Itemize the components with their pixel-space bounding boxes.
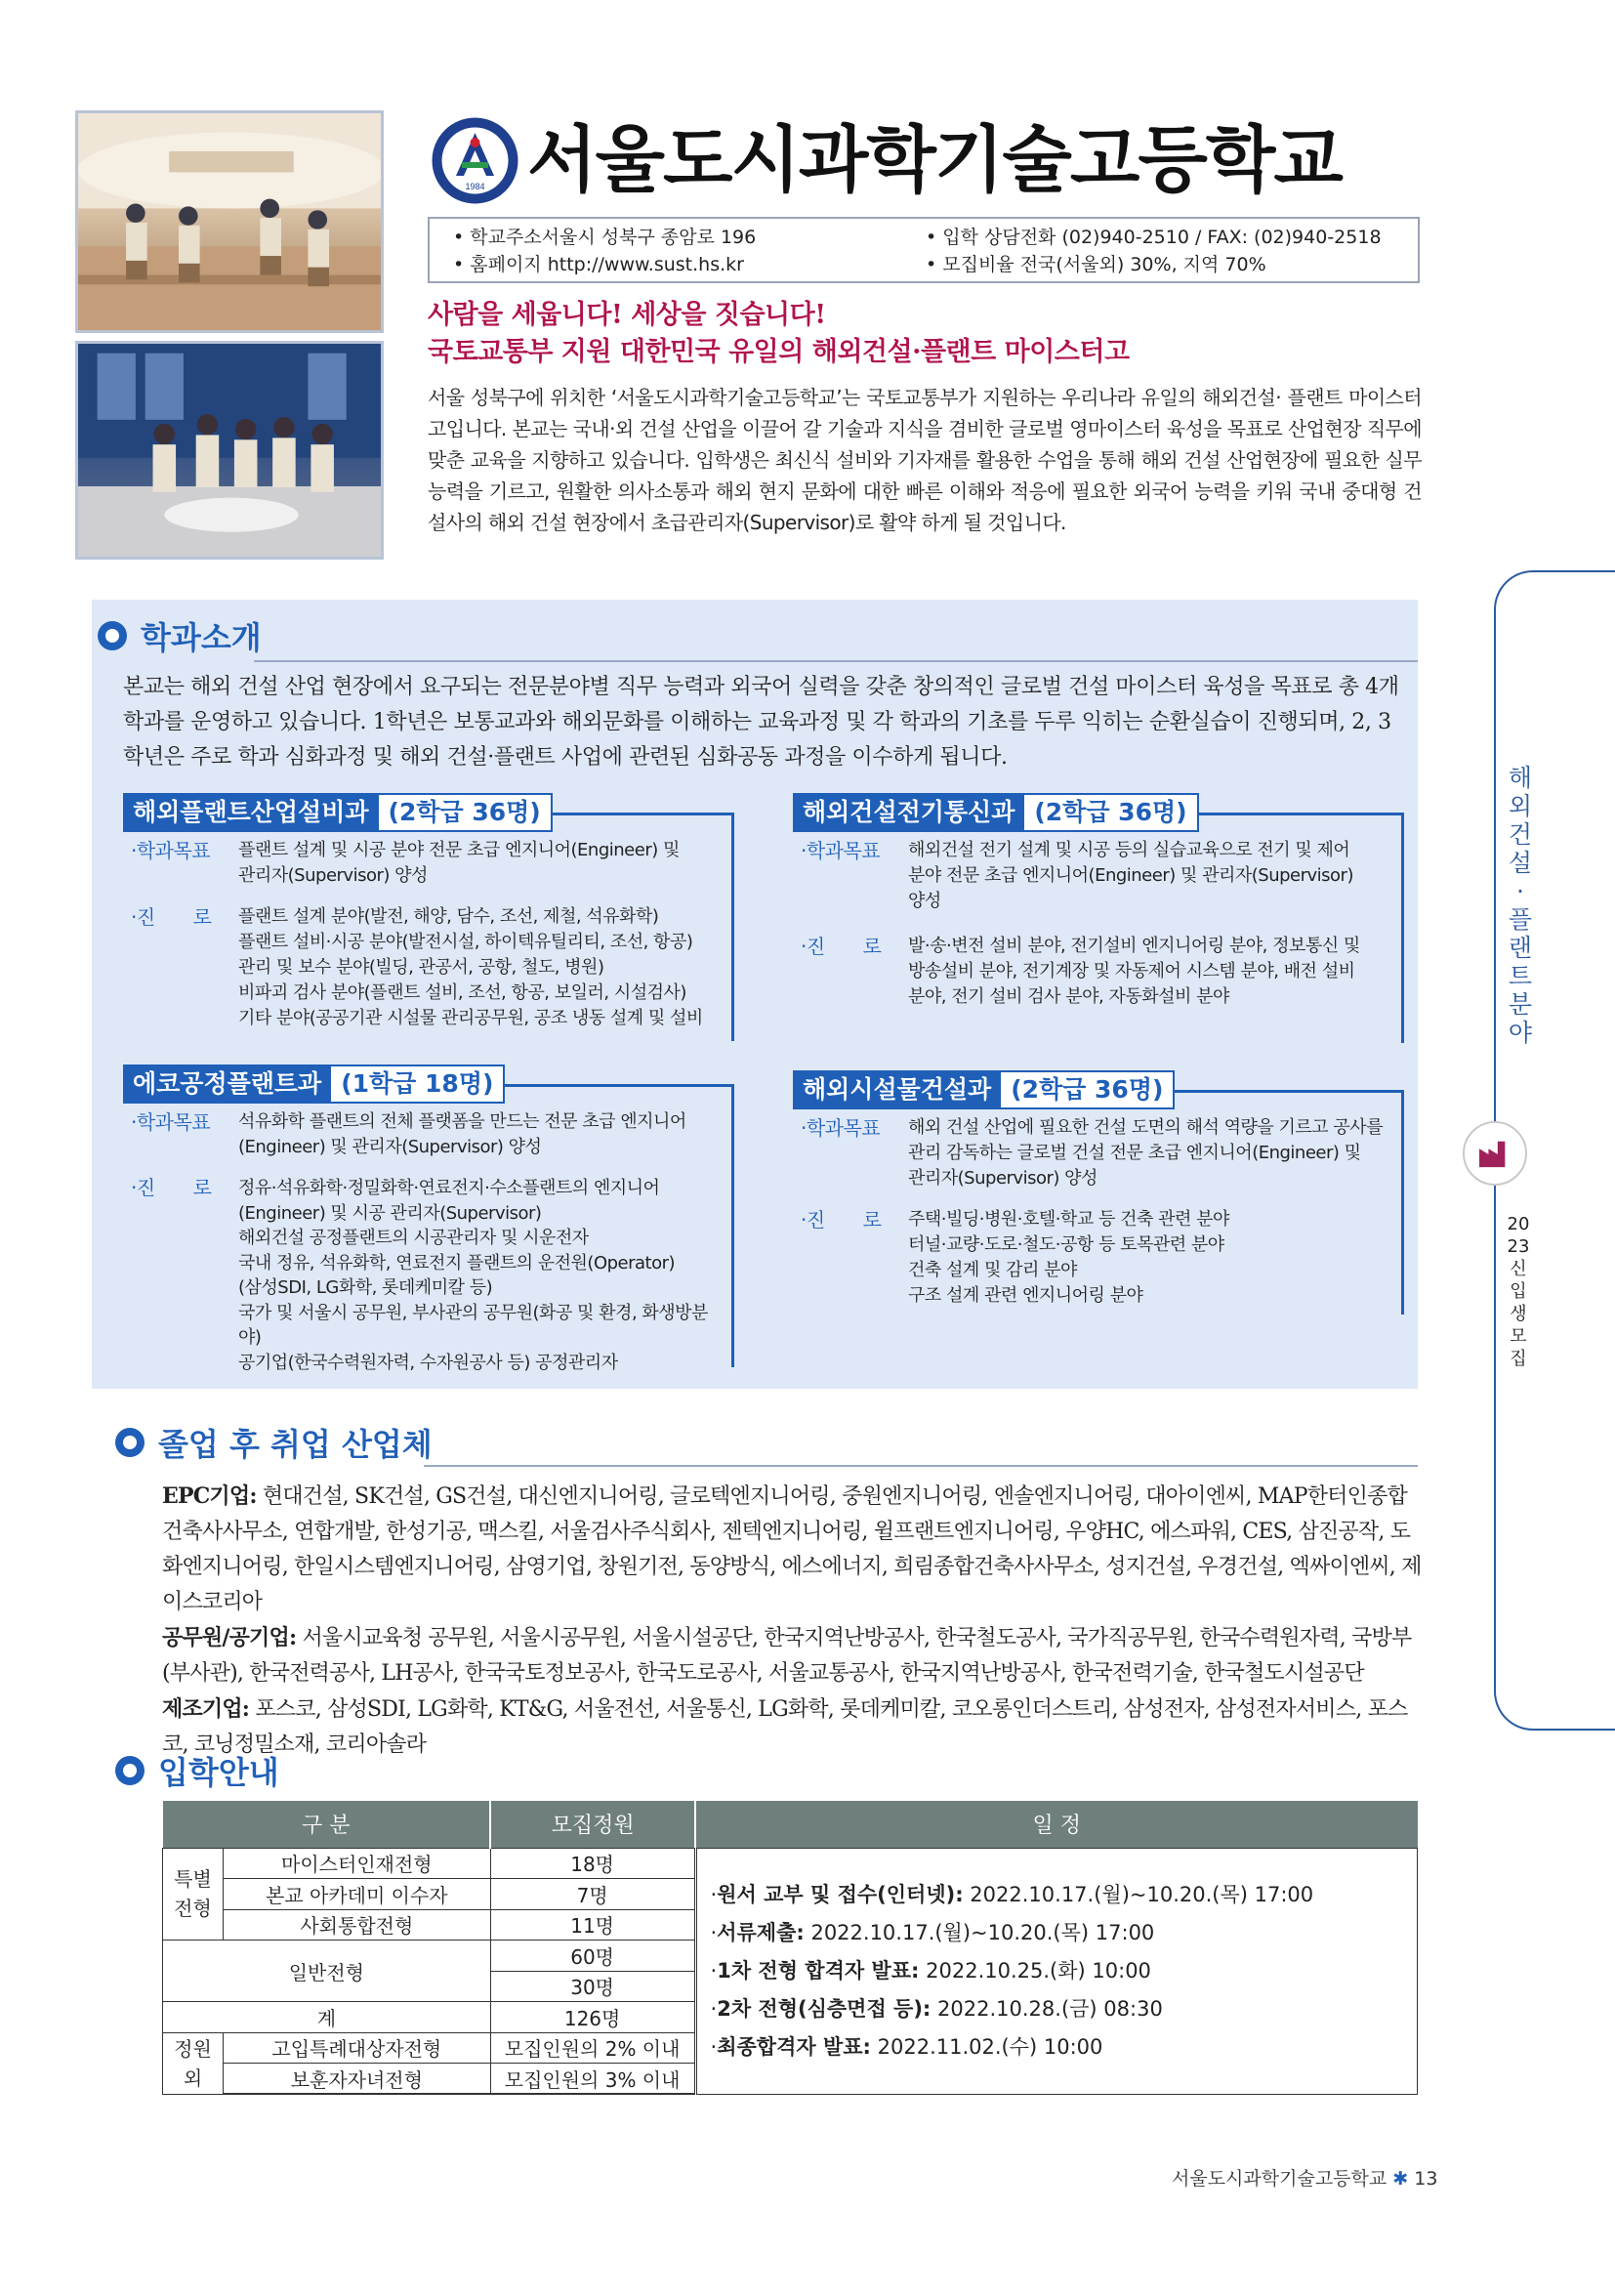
dept-path-label: ·진 로 bbox=[131, 1176, 212, 1199]
dept-path-line: 구조 설계 관련 엔지니어링 분야 bbox=[908, 1285, 1143, 1306]
footer-school: 서울도시과학기술고등학교 bbox=[1172, 2168, 1387, 2190]
school-homepage: • 홈페이지 http://www.sust.hs.kr bbox=[453, 251, 756, 278]
general-count: 30명 bbox=[490, 1971, 695, 2002]
row-count: 7명 bbox=[490, 1879, 695, 1910]
employment-heading bbox=[115, 1420, 433, 1465]
departments-heading bbox=[98, 613, 262, 658]
employment-public bbox=[162, 1620, 1422, 1691]
dept-path-line: 건축 설계 및 감리 분야 bbox=[908, 1260, 1077, 1280]
dept-path-line: 국내 정유, 석유화학, 연료전지 플랜트의 운전원(Operator) bbox=[238, 1252, 676, 1273]
school-intro: 서울 성북구에 위치한 ‘서울도시과학기술고등학교’는 국토교통부가 지원하는 우리나라 유일의 해외건설· 플랜트 마이스터고입니다. 본교는 국내·외 건설 산업을 이끌어 갈 기술과 지식을 겸비한 글로벌 영마이스터 육성을 목표로 산업현장 직무에 맞춘 교육을 지향하고 있습니다. 입학생은 최신식 설비와 기자재를 활용한 수업을 통해 해외 건설 산업현장에 필요한 실무 능력을 기르고, 원활한 의사소통과 해외 현지 문화에 대한 빠른 이해와 적응에 필요한 외국어 능력을 키워 국내 중대형 건설사의 해외 건설 현장에서 초급관리자(Supervisor)로 활약 하게 될 것입니다. bbox=[428, 386, 1422, 534]
dept-plant-facility bbox=[123, 793, 734, 1041]
dept-header bbox=[123, 793, 553, 832]
dept-path-label: ·진 로 bbox=[131, 905, 212, 929]
extra-label: 정원 외 bbox=[163, 2032, 224, 2094]
special-label: 특별 전형 bbox=[163, 1848, 224, 1941]
row-name: 사회통합전형 bbox=[223, 1909, 490, 1941]
side-recruit-label: 2023 신입생 모집 bbox=[1507, 1214, 1530, 1369]
row-count: 모집인원의 2% 이내 bbox=[490, 2032, 695, 2064]
row-name: 보훈자자녀전형 bbox=[223, 2064, 490, 2095]
dept-goal-line: 해외 건설 산업에 필요한 건설 도면의 해석 역량을 기르고 공사를 bbox=[908, 1117, 1384, 1138]
dept-eco-process-plant bbox=[123, 1065, 734, 1373]
total-name: 계 bbox=[163, 2002, 491, 2033]
slogan-line-1: 사람을 세웁니다! 세상을 짓습니다! bbox=[428, 300, 826, 330]
dept-path-line: 정유·석유화학·정밀화학·연료전지·수소플랜트의 엔지니어 bbox=[238, 1178, 660, 1198]
employment-public-label: 공무원/공기업: bbox=[162, 1625, 297, 1650]
dept-path-line: 플랜트 설계 분야(발전, 해양, 담수, 조선, 제철, 석유화학) bbox=[238, 906, 659, 927]
dept-name: 해외플랜트산업설비과 bbox=[123, 793, 379, 832]
dept-goal-line: 양성 bbox=[908, 891, 941, 911]
recruit-ratio: • 모집비율 전국(서울외) 30%, 지역 70% bbox=[926, 251, 1382, 278]
dept-path-line: 분야, 전기 설비 검사 분야, 자동화설비 분야 bbox=[908, 986, 1229, 1007]
section-bullet-icon bbox=[115, 1756, 145, 1785]
row-count: 모집인원의 3% 이내 bbox=[490, 2064, 695, 2095]
dept-path-line: (삼성SDI, LG화학, 롯데케미칼 등) bbox=[238, 1277, 493, 1298]
dept-name: 해외건설전기통신과 bbox=[793, 793, 1024, 832]
school-emblem-icon bbox=[430, 115, 520, 206]
dept-overseas-facility-construction bbox=[793, 1070, 1404, 1315]
section-bullet-icon bbox=[115, 1428, 145, 1457]
header-category: 구 분 bbox=[163, 1801, 491, 1848]
dept-quota: (1학급 18명) bbox=[331, 1065, 505, 1104]
school-address: • 학교주소서울시 성북구 종암로 196 bbox=[453, 224, 756, 251]
dept-goal-line: 관리자(Supervisor) 양성 bbox=[238, 865, 428, 886]
dept-path-line: 비파괴 검사 분야(플랜트 설비, 조선, 항공, 보일러, 시설검사) bbox=[238, 982, 686, 1003]
students-lobby-photo bbox=[75, 110, 384, 333]
dept-header bbox=[123, 1065, 505, 1104]
admission-title: 입학안내 bbox=[158, 1754, 279, 1791]
table-row bbox=[163, 1848, 1418, 1879]
dept-header bbox=[793, 1070, 1175, 1109]
dept-path-line: 발·송·변전 설비 분야, 전기설비 엔지니어링 분야, 정보통신 및 bbox=[908, 936, 1360, 956]
slogan bbox=[428, 297, 1130, 371]
dept-goal-line: 분야 전문 초급 엔지니어(Engineer) 및 관리자(Supervisor) bbox=[908, 865, 1353, 886]
employment-epc bbox=[162, 1479, 1422, 1620]
dept-path-line: (Engineer) 및 시공 관리자(Supervisor) bbox=[238, 1202, 542, 1224]
dept-goal-line: 해외건설 전기 설계 및 시공 등의 실습교육으로 전기 및 제어 bbox=[908, 840, 1350, 860]
dept-name: 해외시설물건설과 bbox=[793, 1070, 1001, 1109]
header-quota: 모집정원 bbox=[490, 1801, 695, 1848]
dept-path-line: 기타 분야(공공기관 시설물 관리공무원, 공조 냉동 설계 및 설비 bbox=[238, 1008, 703, 1028]
dept-goal-line: (Engineer) 및 관리자(Supervisor) 양성 bbox=[238, 1137, 542, 1157]
dept-goal-label: ·학과목표 bbox=[131, 1110, 211, 1134]
side-category: 해외건설·플랜트 분야 bbox=[1508, 764, 1533, 1047]
dept-header bbox=[793, 793, 1199, 832]
dept-path-line: 방송설비 분야, 전기계장 및 자동제어 시스템 분야, 배전 설비 bbox=[908, 961, 1355, 981]
departments-title: 학과소개 bbox=[141, 619, 262, 656]
dept-goal-label: ·학과목표 bbox=[131, 839, 211, 862]
table-header-row bbox=[163, 1801, 1418, 1848]
employment-epc-text: 현대건설, SK건설, GS건설, 대신엔지니어링, 글로텍엔지니어링, 중원엔지니어링, 엔솔엔지니어링, 대아이엔씨, MAP한터인종합건축사사무소, 연합개발, 한성기공, 맥스킬, 서울검사주식회사, 젠텍엔지니어링, 윌프랜트엔지니어링, 우양HC, 에스파워, CES, 삼진공작, 도화엔지니어링, 한일시스템엔지니어링, 삼영기업, 창원기전, 동양방식, 에스에너지, 희림종합건축사사무소, 성지건설, 우경건설, 엑싸이엔씨, 제이스코리아 bbox=[162, 1484, 1422, 1614]
employment-title: 졸업 후 취업 산업체 bbox=[158, 1426, 433, 1463]
general-count: 60명 bbox=[490, 1941, 695, 1972]
dept-path-line: 관리 및 보수 분야(빌딩, 관공서, 공항, 철도, 병원) bbox=[238, 957, 604, 978]
admission-heading bbox=[115, 1748, 279, 1793]
page-number: 13 bbox=[1414, 2168, 1438, 2190]
row-name: 본교 아카데미 이수자 bbox=[223, 1879, 490, 1910]
schedule-item: ·서류제출: 2022.10.17.(월)~10.20.(목) 17:00 bbox=[710, 1920, 1155, 1944]
total-count: 126명 bbox=[490, 2002, 695, 2033]
row-count: 11명 bbox=[490, 1909, 695, 1941]
schedule-item: ·최종합격자 발표: 2022.11.02.(수) 10:00 bbox=[710, 2034, 1103, 2059]
dept-goal-label: ·학과목표 bbox=[801, 839, 881, 862]
dept-name: 에코공정플랜트과 bbox=[123, 1065, 331, 1104]
employment-mfg-label: 제조기업: bbox=[162, 1696, 250, 1722]
employment-epc-label: EPC기업: bbox=[162, 1483, 257, 1509]
factory-icon bbox=[1463, 1121, 1527, 1186]
dept-goal-line: 플랜트 설계 및 시공 분야 전문 초급 엔지니어(Engineer) 및 bbox=[238, 840, 680, 860]
employment-mfg-text: 포스코, 삼성SDI, LG화학, KT&G, 서울전선, 서울통신, LG화학, 롯데케미칼, 코오롱인더스트리, 삼성전자, 삼성전자서비스, 포스코, 코닝정밀소재, 코리아솔라 bbox=[162, 1697, 1408, 1757]
schedule-item: ·2차 전형(심층면접 등): 2022.10.28.(금) 08:30 bbox=[710, 1996, 1163, 2021]
section-divider bbox=[254, 660, 1418, 662]
school-info-box bbox=[428, 217, 1420, 283]
dept-quota: (2학급 36명) bbox=[379, 793, 553, 832]
slogan-line-2: 국토교통부 지원 대한민국 유일의 해외건설·플랜트 마이스터고 bbox=[428, 337, 1130, 367]
schedule-cell bbox=[695, 1848, 1417, 2094]
general-name: 일반전형 bbox=[163, 1941, 491, 2002]
dept-path-line: 공기업(한국수력원자력, 수자원공사 등) 공정관리자 bbox=[238, 1352, 618, 1373]
admission-table bbox=[162, 1801, 1418, 2095]
footer-star-icon: ✱ bbox=[1392, 2168, 1409, 2190]
dept-goal-line: 관리자(Supervisor) 양성 bbox=[908, 1168, 1097, 1189]
dept-goal-line: 석유화학 플랜트의 전체 플랫폼을 만드는 전문 초급 엔지니어 bbox=[238, 1111, 686, 1132]
section-divider bbox=[424, 1465, 1418, 1467]
dept-goal-line: 관리 감독하는 글로벌 건설 전문 초급 엔지니어(Engineer) 및 bbox=[908, 1143, 1361, 1163]
contact-phone: • 입학 상담전화 (02)940-2510 / FAX: (02)940-2518 bbox=[926, 224, 1382, 251]
dept-quota: (2학급 36명) bbox=[1024, 793, 1198, 832]
employment-public-text: 서울시교육청 공무원, 서울시공무원, 서울시설공단, 한국지역난방공사, 한국철도공사, 국가직공무원, 한국수력원자력, 국방부(부사관), 한국전력공사, LH공사, 한국국토정보공사, 한국도로공사, 서울교통공사, 한국지역난방공사, 한국전력기술, 한국철도시설공단 bbox=[162, 1626, 1412, 1686]
dept-path-line: 국가 및 서울시 공무원, 부사관의 공무원(화공 및 환경, 화생방분야) bbox=[238, 1302, 708, 1348]
students-study-photo bbox=[75, 341, 384, 560]
employment-mfg bbox=[162, 1691, 1422, 1763]
schedule-item: ·1차 전형 합격자 발표: 2022.10.25.(화) 10:00 bbox=[710, 1958, 1151, 1983]
dept-path-line: 해외건설 공정플랜트의 시공관리자 및 시운전자 bbox=[238, 1228, 589, 1248]
dept-goal-label: ·학과목표 bbox=[801, 1116, 881, 1140]
dept-path-label: ·진 로 bbox=[801, 1208, 882, 1231]
dept-electric-telecom bbox=[793, 793, 1404, 1023]
header-schedule: 일 정 bbox=[695, 1801, 1417, 1848]
dept-path-line: 터널·교량·도로·철도·공항 등 토목관련 분야 bbox=[908, 1234, 1224, 1255]
section-bullet-icon bbox=[98, 621, 127, 650]
row-name: 고입특례대상자전형 bbox=[223, 2032, 490, 2064]
schedule-item: ·원서 교부 및 접수(인터넷): 2022.10.17.(월)~10.20.(목) 17:00 bbox=[710, 1882, 1314, 1906]
employment-list bbox=[162, 1479, 1422, 1763]
departments-intro: 본교는 해외 건설 산업 현장에서 요구되는 전문분야별 직무 능력과 외국어 실력을 갖춘 창의적인 글로벌 건설 마이스터 육성을 목표로 총 4개 학과를 운영하고 있습니다. 1학년은 보통교과와 해외문화를 이해하는 교육과정 및 각 학과의 기초를 두루 익히는 순환실습이 진행되며, 2, 3학년은 주로 학과 심화과정 및 해외 건설·플랜트 사업에 관련된 심화공동 과정을 이수하게 됩니다. bbox=[123, 675, 1399, 770]
dept-path-label: ·진 로 bbox=[801, 935, 882, 958]
school-title: 서울도시과학기술고등학교 bbox=[527, 118, 1342, 202]
dept-quota: (2학급 36명) bbox=[1001, 1070, 1175, 1109]
row-name: 마이스터인재전형 bbox=[223, 1848, 490, 1879]
dept-path-line: 플랜트 설비·시공 분야(발전시설, 하이텍유틸리티, 조선, 항공) bbox=[238, 932, 693, 952]
dept-path-line: 주택·빌딩·병원·호텔·학교 등 건축 관련 분야 bbox=[908, 1209, 1229, 1230]
page-footer bbox=[1172, 2164, 1437, 2191]
row-count: 18명 bbox=[490, 1848, 695, 1879]
svg-text:1984: 1984 bbox=[465, 182, 485, 191]
